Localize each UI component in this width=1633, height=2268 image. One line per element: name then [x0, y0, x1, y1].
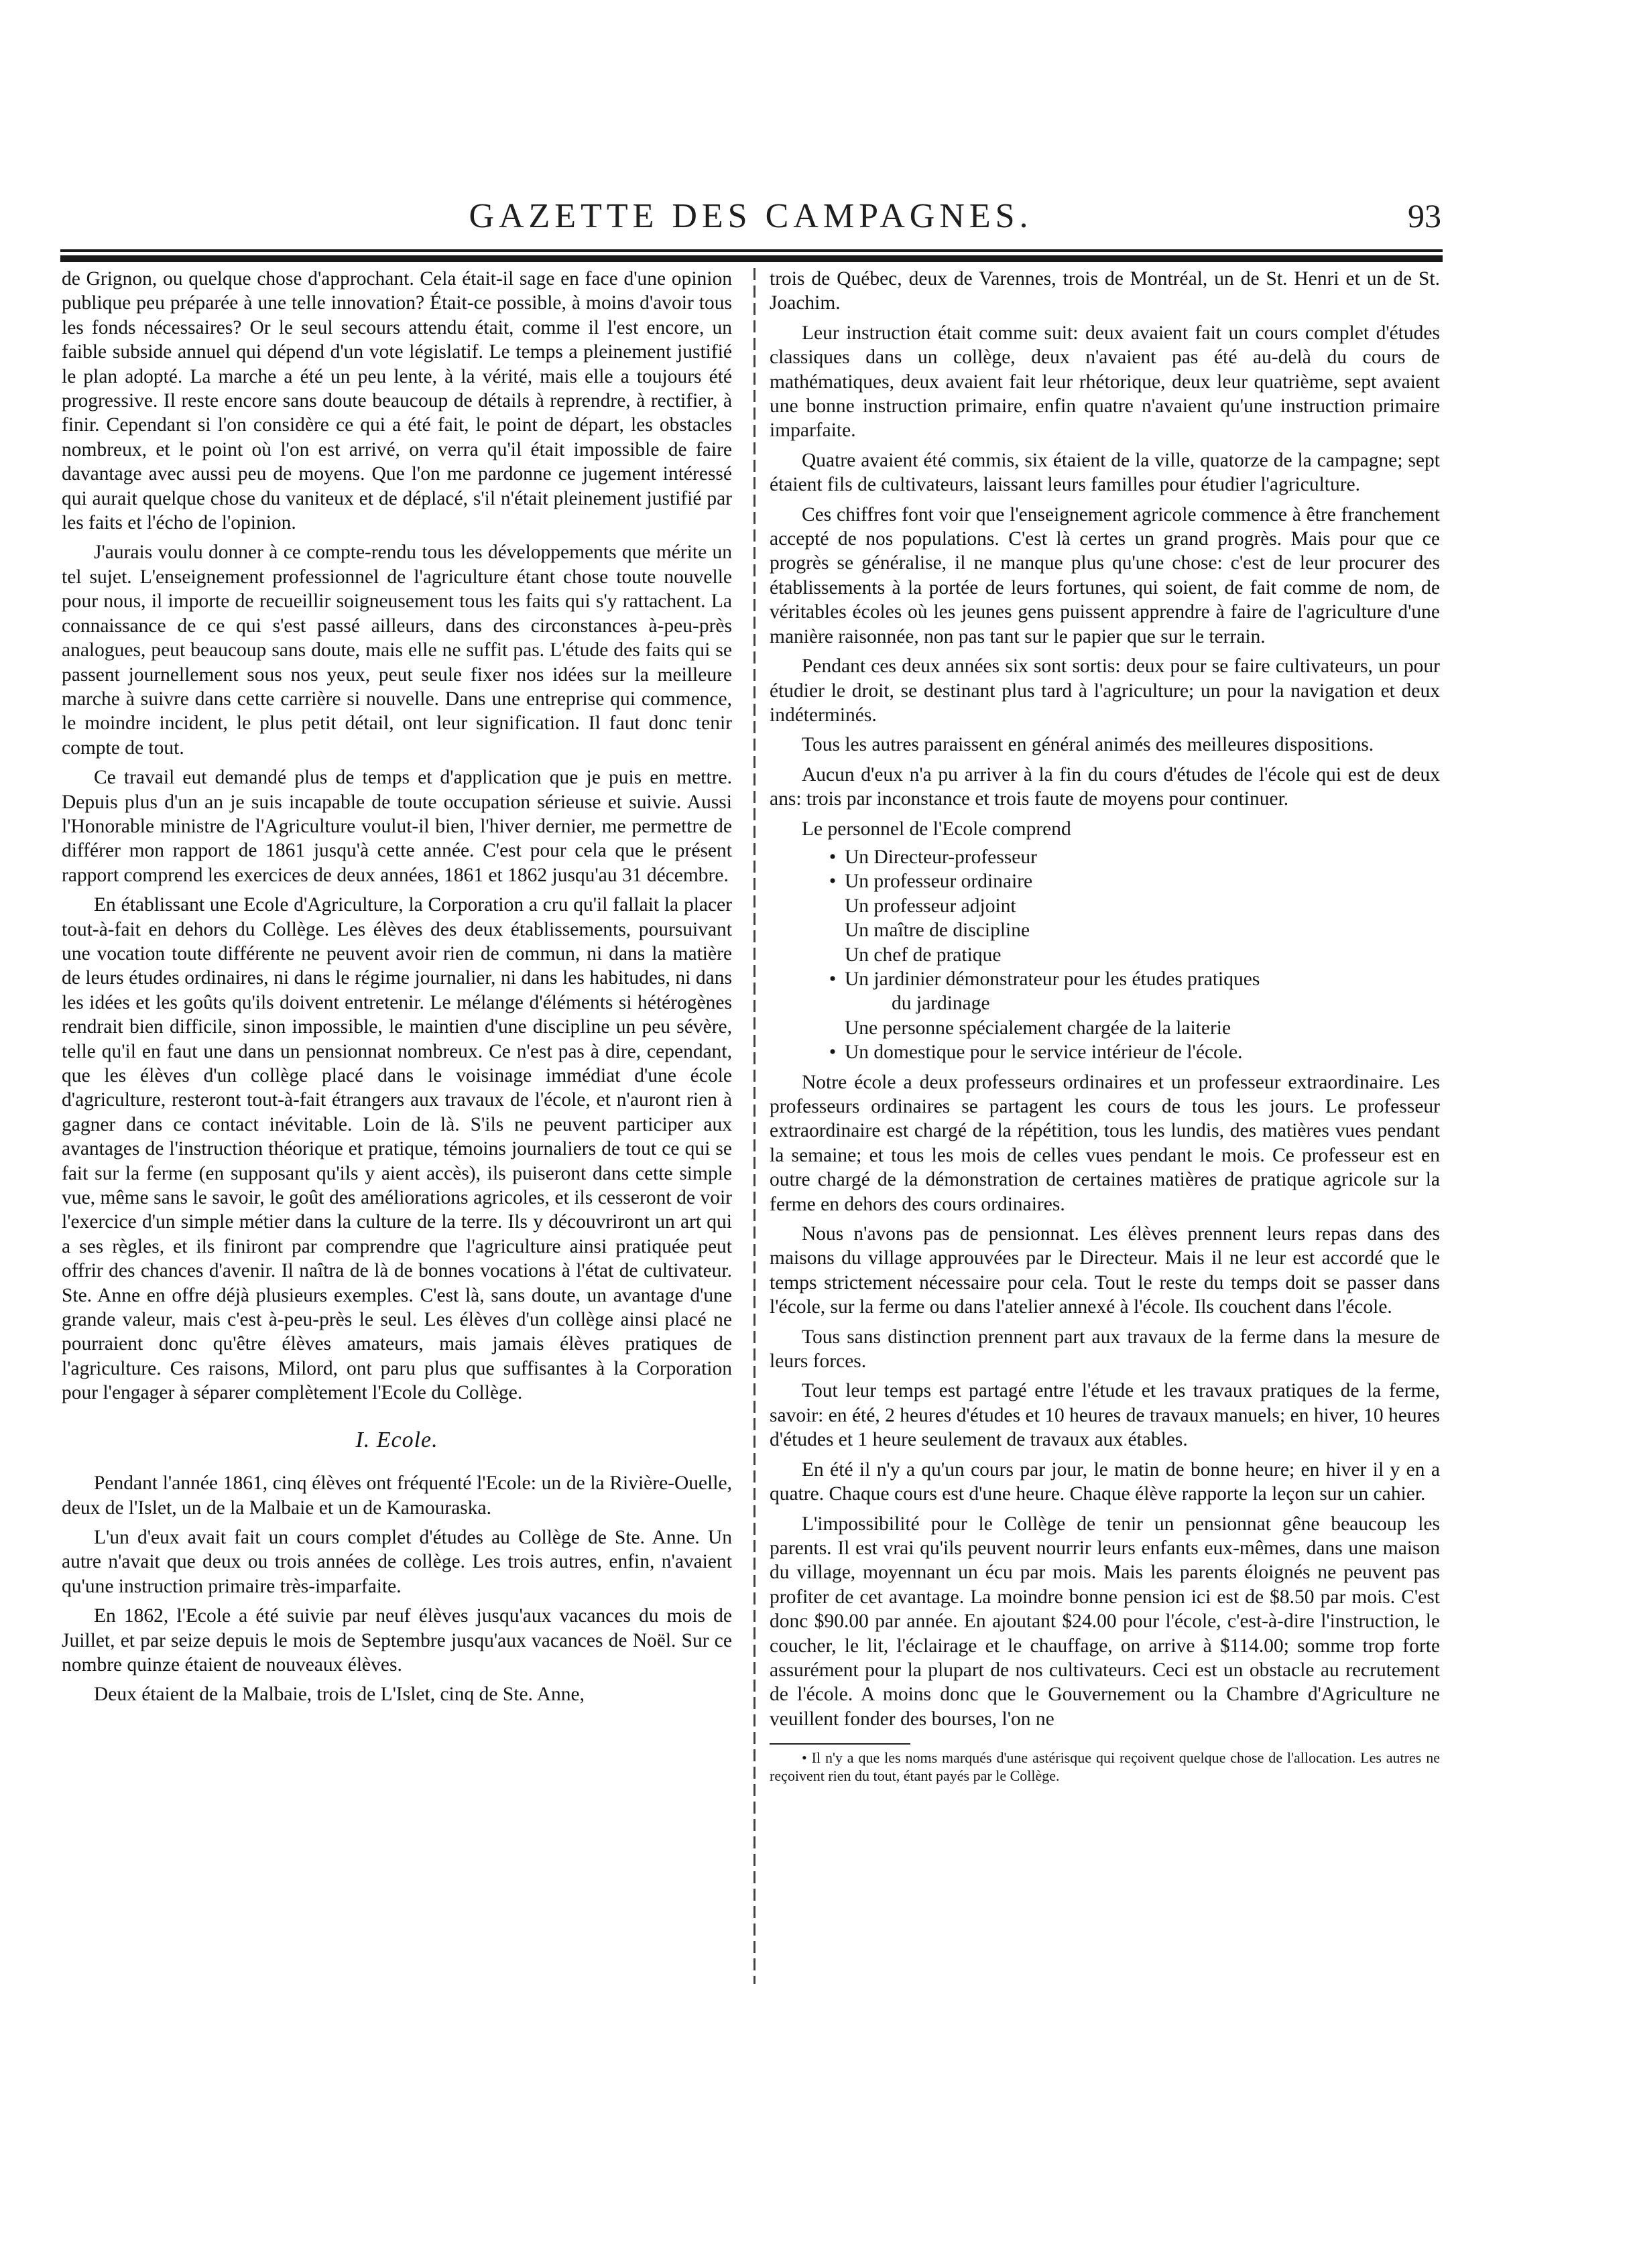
header-rule-thin — [60, 249, 1443, 252]
paragraph: Ces chiffres font voir que l'enseignement agricole commence à être franchement accepté de nos populations. C'est là certes un grand progrès. Mais pour que ce progrès se généralise, il ne manque plus qu'une chose: c'est de leur procurer des établissements à la portée de leurs fortunes, qui soient, de fait comme de nom, de véritables écoles où les jeunes gens puissent apprendre à faire de l'agriculture d'une manière raisonnée, non pas tant sur le papier que sur le terrain. — [770, 503, 1440, 647]
column-divider — [753, 268, 755, 1984]
paragraph: Ce travail eut demandé plus de temps et d'application que je puis en mettre. Depuis plus d'un an je suis incapable de toute occupation sérieuse et suivie. Aussi l'Honorable ministre de l'Agriculture voulut-il bien, l'hiver dernier, me permettre de différer mon rapport de 1861 jusqu'à cette année. C'est pour cela que le présent rapport comprend les exercices de deux années, 1861 et 1862 jusqu'au 31 décembre. — [62, 767, 732, 886]
paragraph: Aucun d'eux n'a pu arriver à la fin du cours d'études de l'école qui est de deux ans: trois par inconstance et trois faute de moyens pour continuer. — [770, 763, 1440, 810]
staff-item-label: Un Directeur-professeur — [845, 846, 1037, 868]
paragraph: En établissant une Ecole d'Agriculture, la Corporation a cru qu'il fallait la placer tout-à-fait en dehors du Collège. Les élèves des deux établissements, poursuivant une vocation toute différente ne peuvent avoir rien de commun, ni dans la matière de leurs études ordinaires, ni dans le régime journalier, ni dans les habitudes, ni dans les idées et les goûts qu'ils doivent entretenir. Le mélange d'éléments si hétérogènes rendrait bien difficile, sinon impossible, le maintien d'une discipline un peu sévère, telle qu'il en faut une dans un pensionnat nombreux. Ce n'est pas à dire, cependant, que les élèves d'un collège placé dans le voisinage immédiat d'une école d'agriculture, resteront tout-à-fait étrangers aux travaux de l'école, et n'auront rien à gagner dans ce contact inévitable. Loin de là. S'ils ne peuvent participer aux avantages de l'instruction théorique et pratique, témoins journaliers de tout ce qui se fait sur la ferme (en supposant qu'ils y aient accès), ils puiseront dans cette simple vue, même sans le savoir, le goût des améliorations agricoles, et ils cesseront de voir l'exercice d'un simple métier dans la culture de la terre. Ils y découvriront un art qui a ses règles, et ils finiront par comprendre que l'agriculture ainsi pratiquée peut offrir des chances d'avenir. Il naîtra de là de bonnes vocations à l'état de cultivateur. Ste. Anne en offre déjà plusieurs exemples. C'est là, sans doute, un avantage d'une grande valeur, mais c'est à-peu-près le seul. Les élèves d'un collège ainsi placé ne pourraient donc qu'être élèves amateurs, mais jamais élèves pratiques de l'agriculture. Ces raisons, Milord, ont paru plus que suffisantes à la Corporation pour l'engager à séparer complètement l'Ecole du Collège. — [62, 894, 732, 1404]
section-heading: I. Ecole. — [355, 1427, 438, 1452]
footnote: • Il n'y a que les noms marqués d'une astérisque qui reçoivent quelque chose de l'allocation. Les autres ne reçoivent rien du tout, étant payés par le Collège. — [770, 1749, 1440, 1785]
left-column — [62, 267, 732, 1707]
staff-item-label: Une personne spécialement chargée de la laiterie — [845, 1017, 1231, 1039]
paragraph: Leur instruction était comme suit: deux avaient fait un cours complet d'études classiques dans un collège, deux n'avaient pas été au-delà du cours de mathématiques, deux avaient fait leur rhétorique, deux leur quatrième, sept avaient une bonne instruction primaire, enfin quatre n'avaient qu'une instruction primaire imparfaite. — [770, 322, 1440, 442]
paragraph: Quatre avaient été commis, six étaient de la ville, quatorze de la campagne; sept étaient fils de cultivateurs, laissant leurs familles pour étudier l'agriculture. — [770, 449, 1440, 496]
paragraph: En été il n'y a qu'un cours par jour, le matin de bonne heure; en hiver il y en a quatre. Chaque cours est d'une heure. Chaque élève rapporte la leçon sur un cahier. — [770, 1458, 1440, 1505]
paragraph: Nous n'avons pas de pensionnat. Les élèves prennent leurs repas dans des maisons du village approuvées par le Directeur. Mais il ne leur est accordé que le temps strictement nécessaire pour cela. Tout le reste du temps doit se passer dans l'école, sur la ferme ou dans l'atelier annexé à l'école. Ils couchent dans l'école. — [770, 1223, 1440, 1318]
header-rule-thick — [60, 255, 1443, 262]
paragraph: Tous sans distinction prennent part aux travaux de la ferme dans la mesure de leurs forces. — [770, 1326, 1440, 1373]
paragraph: Pendant ces deux années six sont sortis: deux pour se faire cultivateurs, un pour étudier le droit, se destinant plus tard à l'agriculture; un pour la navigation et deux indéterminés. — [770, 655, 1440, 726]
paragraph: trois de Québec, deux de Varennes, trois de Montréal, un de St. Henri et un de St. Joachim. — [770, 268, 1440, 314]
paragraph: Tout leur temps est partagé entre l'étude et les travaux pratiques de la ferme, savoir: en été, 2 heures d'études et 10 heures de travaux manuels; en hiver, 10 heures d'études et 1 heure seulement de travaux aux étables. — [770, 1380, 1440, 1451]
asterisk-marker: • — [829, 846, 837, 868]
paragraph: Notre école a deux professeurs ordinaires et un professeur extraordinaire. Les professeurs ordinaires se partagent les cours de tous les jours. Le professeur extraordinaire est chargé de la répétition, tous les lundis, des matières vues pendant la semaine; et tous les mois de celles vues pendant le mois. Ce professeur est en outre chargé de la démonstration de certaines matières de pratique agricole sur la ferme en dehors des cours ordinaires. — [770, 1071, 1440, 1215]
staff-item-label: Un jardinier démonstrateur pour les études pratiques — [845, 968, 1260, 990]
staff-item — [845, 918, 1440, 942]
paragraph: L'un d'eux avait fait un cours complet d'études au Collège de Ste. Anne. Un autre n'avait que deux ou trois années de collège. Les trois autres, enfin, n'avaient qu'une instruction primaire très-imparfaite. — [62, 1526, 732, 1597]
staff-item — [829, 1040, 1440, 1064]
right-column — [770, 267, 1440, 1785]
staff-item-label: Un domestique pour le service intérieur de l'école. — [845, 1042, 1243, 1064]
staff-item-label: Un professeur adjoint — [845, 895, 1016, 917]
staff-item-label: Un chef de pratique — [845, 944, 1002, 966]
staff-item-label: Un maître de discipline — [845, 920, 1030, 942]
staff-list — [770, 845, 1440, 1065]
paragraph: En 1862, l'Ecole a été suivie par neuf élèves jusqu'aux vacances du mois de Juillet, et par seize depuis le mois de Septembre jusqu'aux vacances de Noël. Sur ce nombre quinze étaient de nouveaux élèves. — [62, 1605, 732, 1676]
paragraph: J'aurais voulu donner à ce compte-rendu tous les développements que mérite un tel sujet. L'enseignement professionnel de l'agriculture étant chose toute nouvelle pour nous, il importe de recueillir soigneusement tous les faits qui s'y rattachent. La connaissance de ce qui s'est passé ailleurs, dans des circonstances à-peu-près analogues, peut beaucoup sans doute, mais elle ne suffit pas. L'étude des faits qui se passent journellement sous nos yeux, peut seule fixer nos idées sur la meilleure marche à suivre dans cette carrière si nouvelle. Dans une entreprise qui commence, le moindre incident, le plus petit détail, ont leur signification. Il faut donc tenir compte de tout. — [62, 542, 732, 759]
asterisk-marker: • — [829, 968, 837, 990]
asterisk-marker: • — [829, 1042, 837, 1064]
running-title: GAZETTE DES CAMPAGNES. — [469, 197, 1033, 235]
paragraph: L'impossibilité pour le Collège de tenir un pensionnat gêne beaucoup les parents. Il est vrai qu'ils peuvent nourrir leurs enfants eux-mêmes, dans une maison du village, moyennant un écu par mois. Mais les parents éloignés ne peuvent pas profiter de cet avantage. La moindre bonne pension ici est de $8.50 par mois. C'est donc $90.00 par année. En ajoutant $24.00 pour l'école, c'est-à-dire l'instruction, le coucher, le lit, l'éclairage et le chauffage, on arrive à $114.00; somme trop forte assurément pour la plupart de nos cultivateurs. Ceci est un obstacle au recrutement de l'école. A moins donc que le Gouvernement ou la Chambre d'Agriculture ne veuillent fonder des bourses, l'on ne — [770, 1513, 1440, 1730]
footnote-rule — [770, 1743, 910, 1745]
staff-item — [845, 894, 1440, 918]
asterisk-marker: • — [829, 871, 837, 893]
staff-item — [845, 1016, 1440, 1040]
staff-item-continuation: du jardinage — [892, 993, 990, 1015]
staff-item-label: Un professeur ordinaire — [845, 871, 1033, 893]
paragraph: de Grignon, ou quelque chose d'approchant. Cela était-il sage en face d'une opinion publique peu préparée à une telle innovation? Était-ce possible, à moins d'avoir tous les fonds nécessaires? Or le seul secours attendu était, comme il l'est encore, un faible subside annuel qui dépend d'un vote législatif. Le temps a pleinement justifié le plan adopté. La marche a été un peu lente, à la vérité, mais elle a toujours été progressive. Il reste encore sans doute beaucoup de détails à reprendre, à rectifier, à finir. Cependant si l'on considère ce qui a été fait, le point de départ, les obstacles nombreux, et le point où l'on est arrivé, on verra qu'il était impossible de faire davantage avec aussi peu de moyens. Que l'on me pardonne ce jugement intéressé qui aurait quelque chose du vaniteux et de déplacé, s'il n'était pleinement justifié par les faits et l'écho de l'opinion. — [62, 268, 732, 534]
paragraph: Deux étaient de la Malbaie, trois de L'Islet, cinq de Ste. Anne, — [94, 1684, 585, 1706]
staff-item — [845, 943, 1440, 967]
page-number: 93 — [1408, 197, 1441, 235]
paragraph: Pendant l'année 1861, cinq élèves ont fréquenté l'Ecole: un de la Rivière-Ouelle, deux de l'Islet, un de la Malbaie et un de Kamouraska. — [62, 1472, 732, 1519]
staff-item — [829, 967, 1440, 1016]
paragraph: Le personnel de l'Ecole comprend — [802, 818, 1071, 840]
staff-item — [829, 869, 1440, 893]
staff-item — [829, 845, 1440, 869]
paragraph: Tous les autres paraissent en général animés des meilleures dispositions. — [802, 734, 1374, 756]
page-header — [60, 191, 1441, 245]
